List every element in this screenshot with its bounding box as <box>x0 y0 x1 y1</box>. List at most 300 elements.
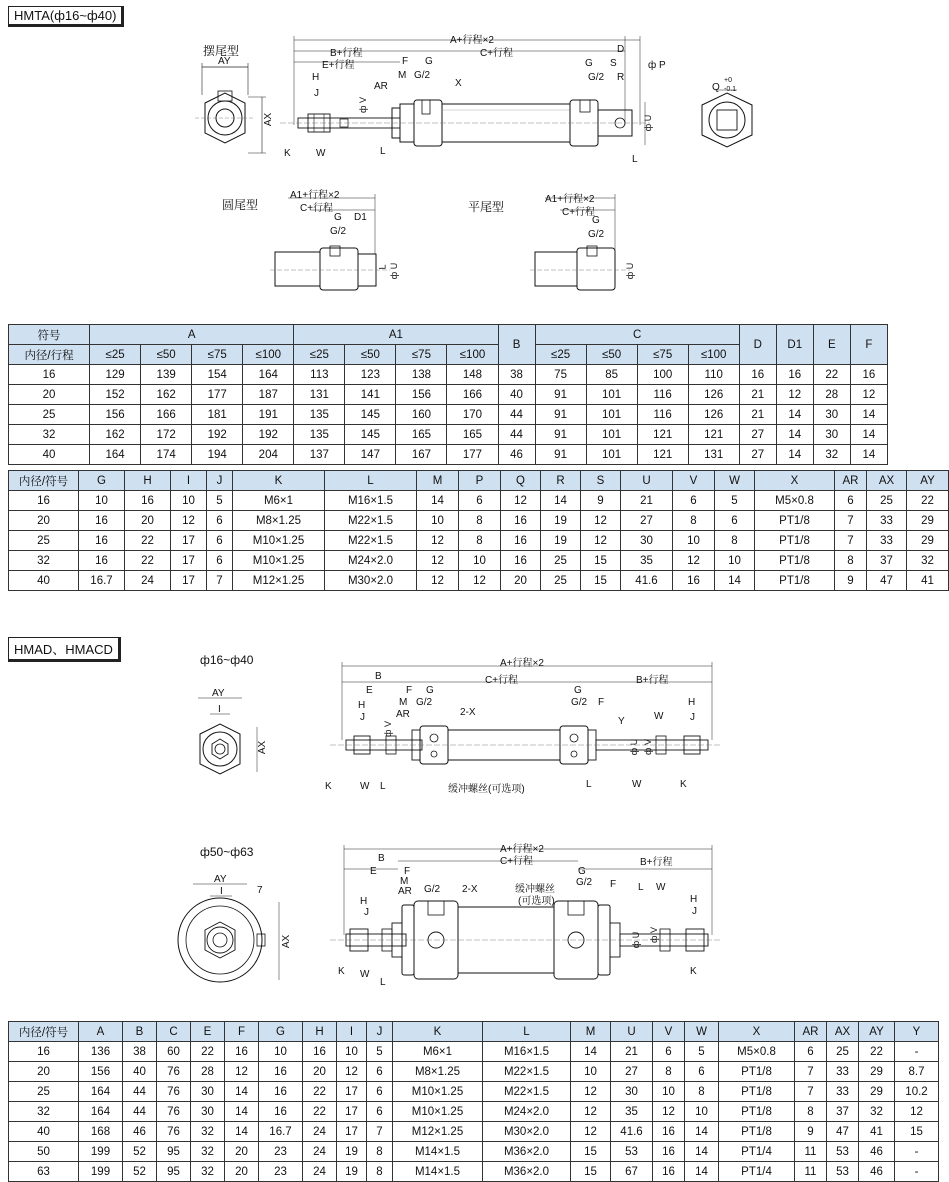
t3-row <box>9 1062 939 1082</box>
t3-cell: 12 <box>571 1122 611 1142</box>
t1-cell: 14 <box>776 445 813 465</box>
t3-cell: 44 <box>123 1102 157 1122</box>
small-w-tail2: W <box>632 779 642 790</box>
t1-cell: 192 <box>243 425 294 445</box>
large-2x: 2-X <box>462 884 478 895</box>
t3-cell: 44 <box>123 1082 157 1102</box>
t3-row <box>9 1042 939 1062</box>
t3-cell: 19 <box>337 1162 367 1182</box>
t2-cell: 25 <box>541 551 581 571</box>
dim-b-stroke: B+行程 <box>330 48 363 59</box>
t3-cell: 8 <box>367 1142 393 1162</box>
small-u: ф U <box>629 738 640 756</box>
t3-cell: 10 <box>653 1082 685 1102</box>
round-g: G <box>334 212 342 223</box>
t1-stroke: ≤50 <box>141 345 192 365</box>
t2-cell: 6 <box>835 491 867 511</box>
t3-header-cell: H <box>303 1022 337 1042</box>
t1-row <box>9 425 888 445</box>
t1-cell: 101 <box>586 405 637 425</box>
t1-cell: 38 <box>498 365 535 385</box>
t3-cell: PT1/8 <box>719 1122 795 1142</box>
t2-cell: 16 <box>125 491 171 511</box>
large-w: W <box>360 969 370 980</box>
variant-flat-label: 平尾型 <box>468 200 505 214</box>
small-ax: AX <box>257 740 269 755</box>
t1-cell: 110 <box>688 365 739 385</box>
t3-cell: 6 <box>653 1042 685 1062</box>
t2-header-cell: J <box>207 471 233 491</box>
t2-cell: 17 <box>171 531 207 551</box>
t3-cell: 41 <box>859 1122 895 1142</box>
t1-cell: 164 <box>243 365 294 385</box>
t2-row <box>9 511 949 531</box>
t1-cell: 116 <box>637 385 688 405</box>
t3-cell: 14 <box>685 1122 719 1142</box>
t2-cell: M22×1.5 <box>325 531 417 551</box>
t3-row <box>9 1162 939 1182</box>
t1-h-bore: 内径/行程 <box>9 345 90 365</box>
t2-body <box>9 491 949 591</box>
t3-cell: 12 <box>337 1062 367 1082</box>
large-l-tail: L <box>638 882 644 893</box>
t3-cell: PT1/8 <box>719 1082 795 1102</box>
t1-cell: 145 <box>345 405 396 425</box>
t1-cell: 100 <box>637 365 688 385</box>
t1-cell: 135 <box>294 425 345 445</box>
t2-cell: 35 <box>621 551 673 571</box>
t1-cell: 91 <box>535 425 586 445</box>
t1-cell: 14 <box>776 425 813 445</box>
large-seven: 7 <box>257 885 263 896</box>
round-g2: G/2 <box>330 226 347 237</box>
dim-f: F <box>402 56 409 67</box>
t2-header-cell: M <box>417 471 459 491</box>
t2-cell: 10 <box>79 491 125 511</box>
t3-cell: 199 <box>79 1162 123 1182</box>
t3-cell: 15 <box>895 1122 939 1142</box>
t2-cell: 32 <box>907 551 949 571</box>
t3-cell: 67 <box>611 1162 653 1182</box>
t1-h-a: A <box>90 325 294 345</box>
t1-h-b: B <box>498 325 535 365</box>
t1-cell: 166 <box>141 405 192 425</box>
t1-cell: 16 <box>739 365 776 385</box>
small-g2: G/2 <box>416 697 433 708</box>
t1-cell: 28 <box>813 385 850 405</box>
t3-cell: 46 <box>859 1162 895 1182</box>
small-cushion: 缓冲螺丝(可选项) <box>448 784 525 795</box>
small-e: E <box>366 685 373 696</box>
t1-cell: 145 <box>345 425 396 445</box>
t3-cell: 156 <box>79 1062 123 1082</box>
t3-cell: 76 <box>157 1082 191 1102</box>
t3-cell: 76 <box>157 1062 191 1082</box>
dim-m: M <box>398 70 407 81</box>
t3-cell: 30 <box>191 1082 225 1102</box>
t1-cell: 152 <box>90 385 141 405</box>
t2-cell: 33 <box>867 511 907 531</box>
t3-cell: 76 <box>157 1122 191 1142</box>
t1-cell: 167 <box>396 445 447 465</box>
t2-cell: M6×1 <box>233 491 325 511</box>
dim-u: ф U <box>643 114 654 132</box>
t3-cell: - <box>895 1162 939 1182</box>
t3-cell: 8 <box>795 1102 827 1122</box>
t3-header-cell: AY <box>859 1022 895 1042</box>
dim-ax: AX <box>263 112 275 127</box>
t2-cell: 25 <box>867 491 907 511</box>
t2-head <box>9 471 949 491</box>
t2-header-cell: V <box>673 471 715 491</box>
large-k: K <box>338 966 345 977</box>
t1-stroke: ≤25 <box>535 345 586 365</box>
small-ar: AR <box>396 709 410 720</box>
t2-cell: 8 <box>673 511 715 531</box>
small-b: B <box>375 671 382 682</box>
t2-cell: 14 <box>541 491 581 511</box>
t2-header-cell: X <box>755 471 835 491</box>
t2-cell: 6 <box>459 491 501 511</box>
t1-cell: 123 <box>345 365 396 385</box>
dim-g: G <box>425 56 433 67</box>
range-large-label: ф50~ф63 <box>200 845 254 859</box>
t3-cell: 95 <box>157 1162 191 1182</box>
t1-cell: 165 <box>396 425 447 445</box>
large-u: ф U <box>631 931 642 949</box>
t3-cell: 8 <box>653 1062 685 1082</box>
t3-cell: 37 <box>827 1102 859 1122</box>
t1-stroke: ≤75 <box>637 345 688 365</box>
t3-header-cell: AX <box>827 1022 859 1042</box>
small-w-tail: W <box>654 711 664 722</box>
t3-cell: PT1/4 <box>719 1162 795 1182</box>
t2-header-cell: W <box>715 471 755 491</box>
t3-cell: 12 <box>895 1102 939 1122</box>
t3-cell: 9 <box>795 1122 827 1142</box>
t3-cell: 23 <box>259 1142 303 1162</box>
flat-c-stroke: C+行程 <box>562 207 596 218</box>
t1-cell: 46 <box>498 445 535 465</box>
t1-cell: 16 <box>9 365 90 385</box>
t1-cell: 192 <box>192 425 243 445</box>
t2-cell: 16.7 <box>79 571 125 591</box>
t1-stroke: ≤25 <box>294 345 345 365</box>
t1-cell: 85 <box>586 365 637 385</box>
t3-cell: 168 <box>79 1122 123 1142</box>
t3-header-cell: U <box>611 1022 653 1042</box>
t3-header-cell: I <box>337 1022 367 1042</box>
dim-g2-tail: G/2 <box>588 72 605 83</box>
t2-cell: M5×0.8 <box>755 491 835 511</box>
t1-cell: 135 <box>294 405 345 425</box>
t3-cell: 32 <box>191 1142 225 1162</box>
t1-cell: 156 <box>396 385 447 405</box>
t3-cell: 27 <box>611 1062 653 1082</box>
t3-cell: 12 <box>571 1082 611 1102</box>
t2-cell: M22×1.5 <box>325 511 417 531</box>
t3-header-cell: K <box>393 1022 483 1042</box>
t1-cell: 141 <box>345 385 396 405</box>
t3-cell: 14 <box>685 1162 719 1182</box>
t3-cell: 41.6 <box>611 1122 653 1142</box>
t3-cell: 11 <box>795 1162 827 1182</box>
t3-header-cell: V <box>653 1022 685 1042</box>
t1-body <box>9 365 888 465</box>
t2-header-cell: 内径/符号 <box>9 471 79 491</box>
t3-cell: 6 <box>685 1062 719 1082</box>
t1-cell: 174 <box>141 445 192 465</box>
round-c-stroke: C+行程 <box>300 203 334 214</box>
t2-cell: 12 <box>417 571 459 591</box>
dim-q-tol-up: +0 <box>724 77 732 84</box>
t1-cell: 16 <box>776 365 813 385</box>
t2-cell: 6 <box>715 511 755 531</box>
t2-cell: 7 <box>835 531 867 551</box>
dim-ar: AR <box>374 81 388 92</box>
t2-cell: 12 <box>673 551 715 571</box>
t3-cell: 12 <box>225 1062 259 1082</box>
dim-r: R <box>617 72 625 83</box>
t1-cell: 177 <box>447 445 498 465</box>
t1-cell: 160 <box>396 405 447 425</box>
t2-cell: 33 <box>867 531 907 551</box>
t3-cell: 19 <box>337 1142 367 1162</box>
dim-v: ф V <box>357 97 368 113</box>
t1-row <box>9 445 888 465</box>
dim-x: X <box>455 78 462 89</box>
t1-h-a1: A1 <box>294 325 498 345</box>
t3-cell: 52 <box>123 1162 157 1182</box>
t3-cell: 29 <box>859 1062 895 1082</box>
small-l: L <box>380 781 386 792</box>
t3-cell: 7 <box>795 1062 827 1082</box>
t1-cell: 165 <box>447 425 498 445</box>
t2-cell: 16 <box>501 511 541 531</box>
t3-cell: 20 <box>9 1062 79 1082</box>
t3-header-cell: A <box>79 1022 123 1042</box>
flat-a1-stroke: A1+行程×2 <box>545 194 595 205</box>
t1-row <box>9 385 888 405</box>
t2-cell: 22 <box>125 531 171 551</box>
t2-cell: 7 <box>207 571 233 591</box>
t1-cell: 166 <box>447 385 498 405</box>
t3-cell: M24×2.0 <box>483 1102 571 1122</box>
t3-cell: 23 <box>259 1162 303 1182</box>
dim-c-stroke: C+行程 <box>480 48 514 59</box>
t3-cell: 60 <box>157 1042 191 1062</box>
t2-cell: 19 <box>541 531 581 551</box>
range-small-label: ф16~ф40 <box>200 653 254 667</box>
t3-cell: 76 <box>157 1102 191 1122</box>
small-m: M <box>399 697 408 708</box>
dim-q-tol-dn: -0.1 <box>724 86 737 93</box>
t3-cell: 6 <box>367 1102 393 1122</box>
t2-cell: PT1/8 <box>755 571 835 591</box>
t3-cell: M36×2.0 <box>483 1162 571 1182</box>
t1-cell: 25 <box>9 405 90 425</box>
t2-row <box>9 571 949 591</box>
t3-cell: 11 <box>795 1142 827 1162</box>
t2-cell: M30×2.0 <box>325 571 417 591</box>
t1-cell: 20 <box>9 385 90 405</box>
small-ay: AY <box>212 688 225 699</box>
t1-h-d1: D1 <box>776 325 813 365</box>
t2-row <box>9 551 949 571</box>
small-c-stroke: C+行程 <box>485 675 519 686</box>
t3-cell: M10×1.25 <box>393 1102 483 1122</box>
small-k: K <box>325 781 332 792</box>
table2 <box>8 470 949 591</box>
dim-l: L <box>380 146 386 157</box>
t3-cell: 20 <box>303 1062 337 1082</box>
t2-cell: 14 <box>417 491 459 511</box>
t1-cell: 162 <box>90 425 141 445</box>
small-b-stroke: B+行程 <box>636 675 669 686</box>
small-j-tail: J <box>690 712 695 723</box>
t1-cell: 126 <box>688 405 739 425</box>
t1-stroke: ≤75 <box>396 345 447 365</box>
t2-cell: 21 <box>621 491 673 511</box>
t3-cell: 32 <box>191 1162 225 1182</box>
t1-cell: 113 <box>294 365 345 385</box>
small-y: Y <box>618 716 625 727</box>
t3-cell: 12 <box>653 1102 685 1122</box>
t3-cell: M36×2.0 <box>483 1142 571 1162</box>
t1-stroke: ≤50 <box>586 345 637 365</box>
small-l-tail: L <box>586 779 592 790</box>
large-k-tail: K <box>690 966 697 977</box>
t3-header-cell: X <box>719 1022 795 1042</box>
t1-cell: 44 <box>498 425 535 445</box>
large-j: J <box>364 907 369 918</box>
t3-cell: 16 <box>259 1082 303 1102</box>
t1-row <box>9 365 888 385</box>
t3-cell: 16 <box>259 1062 303 1082</box>
large-g2-tail: G/2 <box>576 877 593 888</box>
t3-cell: 32 <box>859 1102 895 1122</box>
t1-row <box>9 405 888 425</box>
large-b: B <box>378 853 385 864</box>
t3-cell: 40 <box>123 1062 157 1082</box>
t3-cell: 15 <box>571 1142 611 1162</box>
round-type-view <box>270 190 400 300</box>
t2-cell: 16 <box>79 531 125 551</box>
t2-header-cell: G <box>79 471 125 491</box>
t3-cell: 95 <box>157 1142 191 1162</box>
t1-stroke: ≤25 <box>90 345 141 365</box>
t1-h-c: C <box>535 325 739 345</box>
t3-cell: 63 <box>9 1162 79 1182</box>
t2-cell: PT1/8 <box>755 551 835 571</box>
t1-cell: 12 <box>850 385 887 405</box>
t2-cell: 27 <box>621 511 673 531</box>
t1-h-d: D <box>739 325 776 365</box>
t2-cell: 14 <box>715 571 755 591</box>
t3-cell: M14×1.5 <box>393 1142 483 1162</box>
t1-cell: 121 <box>637 425 688 445</box>
t2-cell: 8 <box>459 531 501 551</box>
t1-cell: 154 <box>192 365 243 385</box>
small-k-tail: K <box>680 779 687 790</box>
t3-cell: 15 <box>571 1162 611 1182</box>
t1-cell: 14 <box>850 405 887 425</box>
t3-cell: 5 <box>685 1042 719 1062</box>
t2-cell: 15 <box>581 571 621 591</box>
t2-header-cell: K <box>233 471 325 491</box>
round-d1: D1 <box>354 212 367 223</box>
t2-cell: 12 <box>459 571 501 591</box>
t3-cell: 22 <box>303 1082 337 1102</box>
large-end-view <box>175 880 285 990</box>
t1-cell: 16 <box>850 365 887 385</box>
t1-cell: 21 <box>739 385 776 405</box>
small-v: ф V <box>382 721 393 737</box>
t1-cell: 14 <box>850 425 887 445</box>
t1-cell: 126 <box>688 385 739 405</box>
t1-cell: 137 <box>294 445 345 465</box>
t2-cell: 41.6 <box>621 571 673 591</box>
t3-header-cell: J <box>367 1022 393 1042</box>
t1-cell: 32 <box>9 425 90 445</box>
large-cushion2: (可选项) <box>518 896 555 907</box>
t3-cell: 33 <box>827 1082 859 1102</box>
t3-cell: 24 <box>303 1142 337 1162</box>
t3-cell: 8 <box>685 1082 719 1102</box>
variant-swing-label: 摆尾型 <box>203 44 240 58</box>
t3-cell: 24 <box>303 1162 337 1182</box>
t1-stroke: ≤50 <box>345 345 396 365</box>
t3-cell: 10.2 <box>895 1082 939 1102</box>
t3-cell: 29 <box>859 1082 895 1102</box>
t2-cell: 8 <box>835 551 867 571</box>
t2-cell: 16 <box>501 531 541 551</box>
t1-cell: 21 <box>739 405 776 425</box>
t2-cell: PT1/8 <box>755 531 835 551</box>
dim-g-tail: G <box>585 58 593 69</box>
round-a1-stroke: A1+行程×2 <box>290 190 340 201</box>
t2-cell: 47 <box>867 571 907 591</box>
t3-cell: M8×1.25 <box>393 1062 483 1082</box>
t2-header-cell: I <box>171 471 207 491</box>
t3-cell: 20 <box>225 1142 259 1162</box>
t2-cell: 16 <box>9 491 79 511</box>
t1-cell: 14 <box>776 405 813 425</box>
t3-row <box>9 1102 939 1122</box>
t2-cell: 30 <box>621 531 673 551</box>
t2-header-cell: U <box>621 471 673 491</box>
t1-cell: 138 <box>396 365 447 385</box>
t3-cell: 16.7 <box>259 1122 303 1142</box>
t3-cell: M5×0.8 <box>719 1042 795 1062</box>
t2-cell: 5 <box>207 491 233 511</box>
t1-cell: 147 <box>345 445 396 465</box>
t3-cell: 14 <box>225 1082 259 1102</box>
t3-header-cell: G <box>259 1022 303 1042</box>
t1-cell: 14 <box>850 445 887 465</box>
t3-cell: 10 <box>571 1062 611 1082</box>
large-e: E <box>370 866 377 877</box>
t3-cell: 53 <box>827 1142 859 1162</box>
t3-cell: 16 <box>653 1122 685 1142</box>
t3-cell: 53 <box>827 1162 859 1182</box>
large-g-tail: G <box>578 866 586 877</box>
large-ar: AR <box>398 886 412 897</box>
t3-cell: - <box>895 1142 939 1162</box>
t3-header-cell: E <box>191 1022 225 1042</box>
t3-cell: M16×1.5 <box>483 1042 571 1062</box>
t3-cell: 20 <box>225 1162 259 1182</box>
